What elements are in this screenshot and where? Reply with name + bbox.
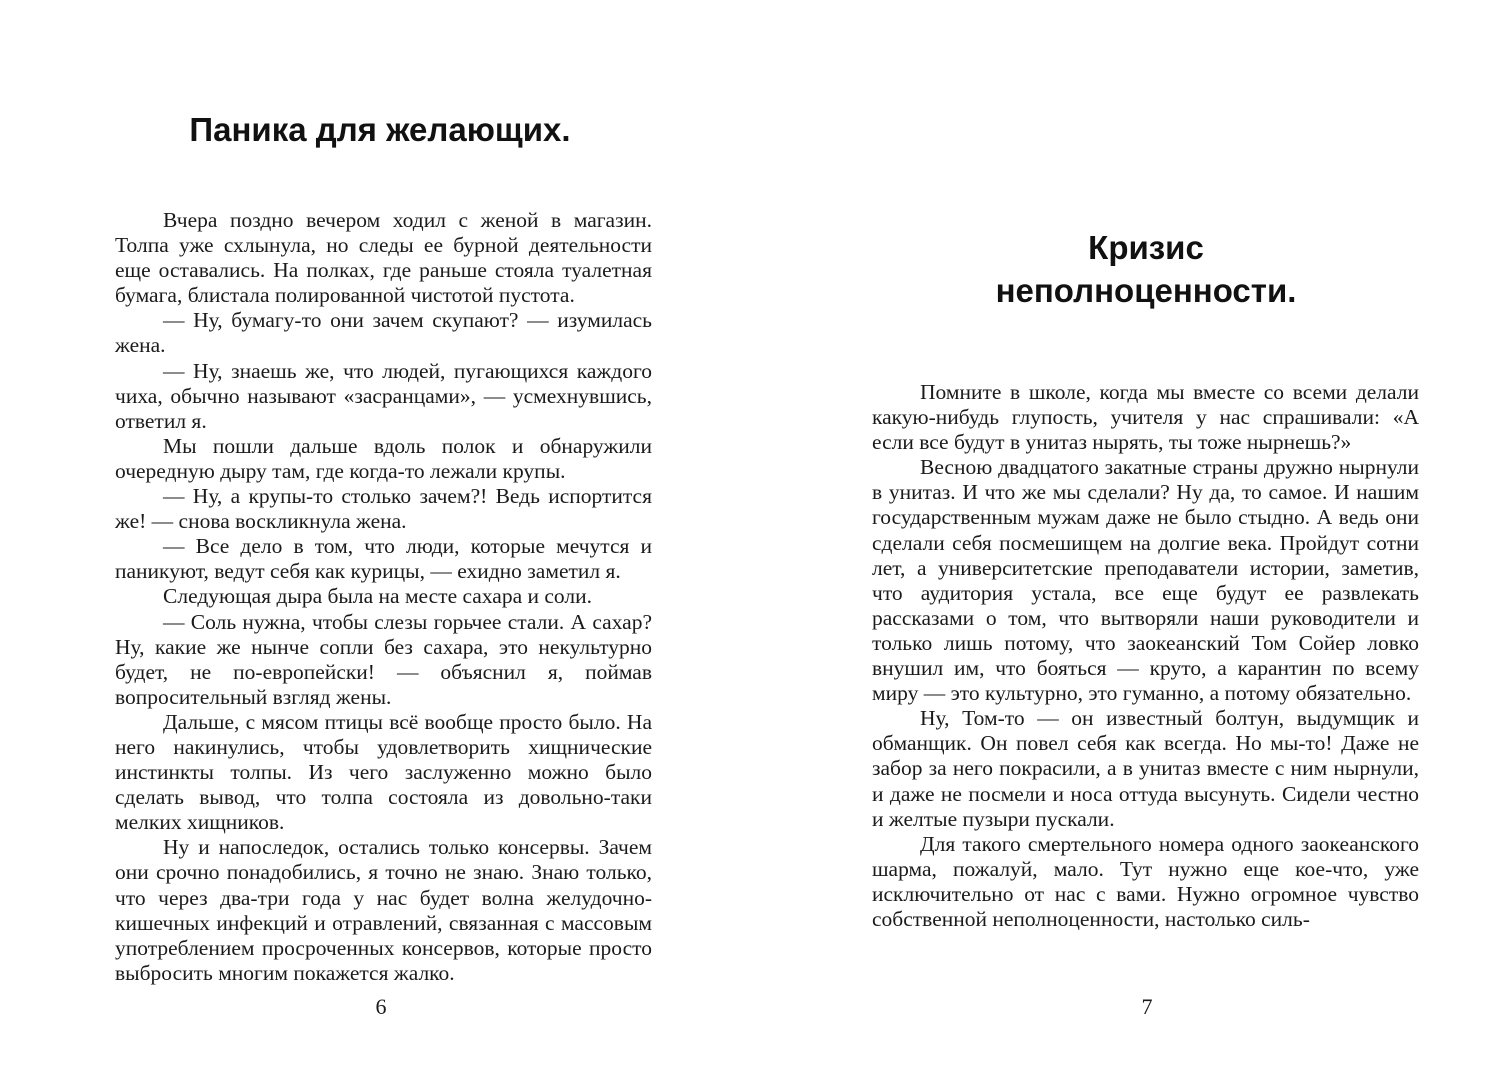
paragraph: Мы пошли дальше вдоль полок и обнаружили очередную дыру там, где когда-то лежали крупы. bbox=[115, 433, 652, 483]
paragraph: Следующая дыра была на месте сахара и соли. bbox=[163, 584, 593, 609]
paragraph: — Ну, а крупы-то столько зачем?! Ведь испортится же! — снова воскликнула жена. bbox=[115, 484, 652, 534]
page-number: 7 bbox=[1141, 994, 1153, 1019]
paragraph: Помните в школе, когда мы вместе со всеми делали какую-нибудь глупость, учителя у нас спрашивали: «А если все будут в унитаз нырять, ты тоже нырнешь?» bbox=[872, 380, 1419, 455]
paragraph: — Ну, бумагу-то они зачем скупают? — изумилась жена. bbox=[115, 308, 652, 358]
paragraph: Ну и напоследок, остались только консервы. Зачем они срочно понадобились, я точно не знаю. Знаю только, что через два-три года у нас будет волна желудочно-кишечных инфекций и отравлений, связанная с массовым употреблением просроченных консервов, которые просто выбросить многим покажется жалко. bbox=[115, 835, 652, 985]
paragraph: — Все дело в том, что люди, которые мечутся и паникуют, ведут себя как курицы, — ехидно заметил я. bbox=[115, 534, 652, 584]
paragraph: Дальше, с мясом птицы всё вообще просто было. На него накинулись, чтобы удовлетворить хищнические инстинкты толпы. Из чего заслуженно можно было сделать вывод, что толпа состояла из довольно-таки мелких хищников. bbox=[115, 709, 652, 835]
chapter-body bbox=[115, 208, 652, 986]
paragraph: — Ну, знаешь же, что людей, пугающихся каждого чиха, обычно называют «засранцами», — усмехнувшись, ответил я. bbox=[115, 358, 652, 433]
paragraph: Вчера поздно вечером ходил с женой в магазин. Толпа уже схлынула, но следы ее бурной деятельности еще оставались. На полках, где раньше стояла туалетная бумага, блистала полированной чистотой пустота. bbox=[115, 208, 652, 308]
paragraph: Весною двадцатого закатные страны дружно нырнули в унитаз. И что же мы сделали? Ну да, то самое. И нашим государственным мужам даже не было стыдно. А ведь они сделали себя посмешищем на долгие века. Пройдут сотни лет, а университетские преподаватели истории, заметив, что аудитория устала, все еще будут ее развлекать рассказами о том, что вытворяли наши руководители и только лишь потому, что заокеанский Том Сойер ловко внушил им, что бояться — круто, а карантин по всему миру — это культурно, это гуманно, а потому обязательно. bbox=[872, 455, 1419, 706]
chapter-body bbox=[872, 380, 1419, 932]
right-page bbox=[746, 0, 1493, 1080]
chapter-title: Паника для желающих. bbox=[189, 111, 571, 148]
chapter-title-line: Кризис bbox=[1088, 229, 1204, 266]
chapter-title-line: неполноценности. bbox=[995, 272, 1297, 309]
chapter-title bbox=[866, 226, 1426, 312]
paragraph: Ну, Том-то — он известный болтун, выдумщик и обманщик. Он повел себя как всегда. Но мы-то! Даже не забор за него покрасили, а в унитаз вместе с ним нырнули, и даже не посмели и носа оттуда высунуть. Сидели честно и желтые пузыри пускали. bbox=[872, 706, 1419, 831]
paragraph: Для такого смертельного номера одного заокеанского шарма, пожалуй, мало. Тут нужно еще кое-что, уже исключительно от нас с вами. Нужно огромное чувство собственной неполноценности, настолько силь- bbox=[872, 831, 1419, 931]
left-page bbox=[0, 0, 746, 1080]
paragraph: — Соль нужна, чтобы слезы горьчее стали. А сахар? Ну, какие же нынче сопли без сахара, это некультурно будет, не по-европейски! — объяснил я, поймав вопросительный взгляд жены. bbox=[115, 609, 652, 709]
page-number: 6 bbox=[375, 994, 387, 1019]
